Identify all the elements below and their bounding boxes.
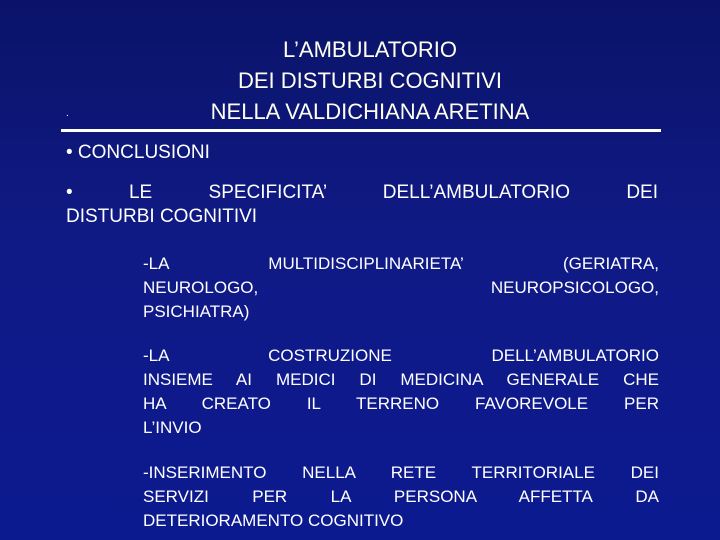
title-line-2: DEI DISTURBI COGNITIVI	[237, 68, 503, 93]
point-costruzione	[143, 344, 659, 440]
point-line: DETERIORAMENTO COGNITIVO	[143, 511, 404, 530]
point-line: SERVIZI PER LA PERSONA AFFETTA DA	[143, 487, 659, 506]
point-line: INSIEME AI MEDICI DI MEDICINA GENERALE CHE	[143, 370, 659, 389]
specificita-bullet	[66, 181, 658, 229]
slide-title	[120, 34, 620, 127]
point-line: -INSERIMENTO NELLA RETE TERRITORIALE DEI	[143, 463, 659, 482]
title-line-1: L’AMBULATORIO	[282, 37, 457, 62]
point-inserimento	[143, 461, 659, 533]
specificita-line-1: • LE SPECIFICITA’ DELL’AMBULATORIO DEI	[66, 182, 658, 203]
point-multidisciplinarieta	[143, 252, 659, 324]
title-underline	[61, 129, 661, 132]
small-dot: .	[66, 108, 69, 119]
point-line: -LA MULTIDISCIPLINARIETA’ (GERIATRA,	[143, 254, 659, 273]
point-line: PSICHIATRA)	[143, 302, 250, 321]
section-heading: • CONCLUSIONI	[66, 142, 210, 163]
specificita-line-2: DISTURBI COGNITIVI	[66, 206, 258, 227]
point-line: -LA COSTRUZIONE DELL’AMBULATORIO	[143, 346, 659, 365]
point-line: L’INVIO	[143, 418, 202, 437]
point-line: HA CREATO IL TERRENO FAVOREVOLE PER	[143, 394, 659, 413]
point-line: NEUROLOGO, NEUROPSICOLOGO,	[143, 278, 659, 297]
title-line-3: NELLA VALDICHIANA ARETINA	[210, 99, 530, 124]
